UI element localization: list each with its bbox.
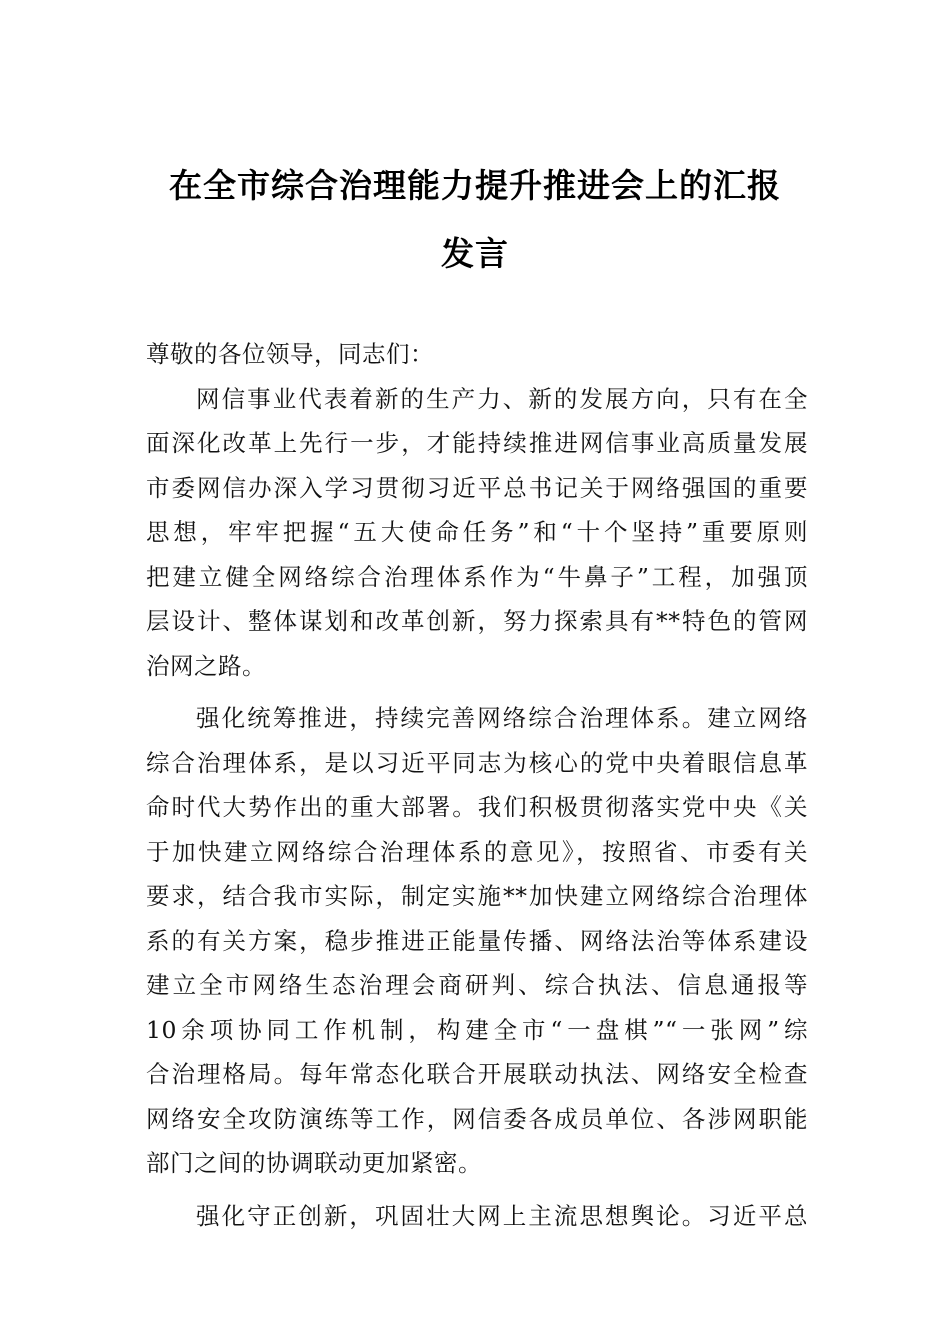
- paragraph-2-line-3: 命时代大势作出的重大部署。我们积极贯彻落实党中央《关: [146, 793, 808, 821]
- paragraph-3-line-1: 强化守正创新，巩固壮大网上主流思想舆论。习近平总: [196, 1201, 808, 1230]
- salutation: 尊敬的各位领导，同志们：: [146, 340, 434, 368]
- paragraph-spacer: [146, 1186, 808, 1194]
- paragraph-2-line-2: 综合治理体系，是以习近平同志为核心的党中央着眼信息革: [146, 748, 808, 777]
- document-title-line-2: 发言: [441, 234, 509, 273]
- paragraph-1-line-1: 网信事业代表着新的生产力、新的发展方向，只有在全: [196, 384, 808, 413]
- paragraph-2-line-7: 建立全市网络生态治理会商研判、综合执法、信息通报等: [146, 971, 808, 999]
- paragraph-2-line-6: 系的有关方案，稳步推进正能量传播、网络法治等体系建设: [146, 926, 808, 955]
- paragraph-1-line-4: 思想，牢牢把握“五大使命任务”和“十个坚持”重要原则: [146, 518, 808, 546]
- paragraph-2-line-8: 10余项协同工作机制，构建全市“一盘棋”“一张网”综: [146, 1015, 808, 1044]
- paragraph-1-line-3: 市委网信办深入学习贯彻习近平总书记关于网络强国的重要: [146, 473, 808, 502]
- paragraph-2-line-5: 要求，结合我市实际，制定实施**加快建立网络综合治理体: [146, 882, 808, 910]
- document-body: [146, 332, 808, 1238]
- paragraph-1-line-5: 把建立健全网络综合治理体系作为“牛鼻子”工程，加强顶: [146, 562, 808, 591]
- document-title-line-1: 在全市综合治理能力提升推进会上的汇报: [169, 166, 781, 205]
- paragraph-1-line-7: 治网之路。: [146, 651, 266, 680]
- paragraph-2-line-9: 合治理格局。每年常态化联合开展联动执法、网络安全检查: [146, 1060, 808, 1088]
- paragraph-spacer: [146, 688, 808, 696]
- paragraph-2-line-4: 于加快建立网络综合治理体系的意见》，按照省、市委有关: [146, 837, 808, 866]
- paragraph-2-line-11: 部门之间的协调联动更加紧密。: [146, 1149, 482, 1177]
- paragraph-2-line-10: 网络安全攻防演练等工作，网信委各成员单位、各涉网职能: [146, 1104, 808, 1133]
- paragraph-1-line-6: 层设计、整体谋划和改革创新，努力探索具有**特色的管网: [146, 607, 808, 635]
- paragraph-1-line-2: 面深化改革上先行一步，才能持续推进网信事业高质量发展: [146, 429, 808, 457]
- paragraph-2-line-1: 强化统筹推进，持续完善网络综合治理体系。建立网络: [196, 704, 808, 732]
